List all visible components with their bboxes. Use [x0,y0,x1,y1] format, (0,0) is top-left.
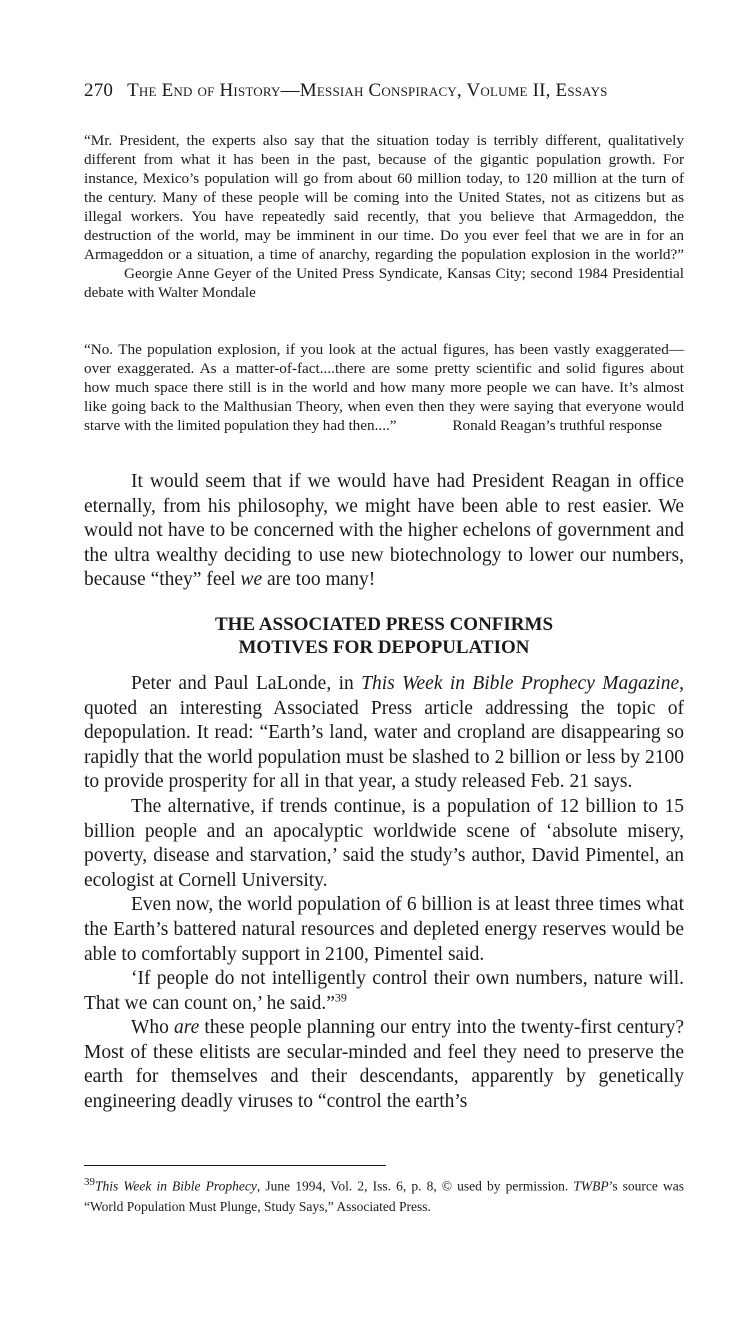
section-heading [84,613,684,659]
text-run: It would seem that if we would have had President Reagan in office eternally, from his philosophy, we might have been able to rest easier. We would not have to be concerned with the higher echelons of government and the ultra wealthy deciding to use new biotechnology to lower our numbers, because “they” feel [84,471,684,591]
text-run: Peter and Paul LaLonde, in [131,672,362,694]
footnote-text: , June 1994, Vol. 2, Iss. 6, p. 8, © used by permission. [256,1178,574,1194]
footnote-reference: 39 [334,990,347,1005]
emphasis: we [240,569,263,591]
footnote-abbrev: TWBP [573,1178,609,1194]
emphasis: are [174,1017,200,1039]
text-run: , quoted an interesting Associated Press article addressing the topic of depopulation. It read: “Earth’s land, water and cropland are disappearing so rapidly that the world population must be slashed to 2 billion or less by 2100 to provide prosperity for all in that year, a study released Feb. 21 says. [84,672,684,793]
quote-attribution: Georgie Anne Geyer of the United Press Syndicate, Kansas City; second 1984 Presidential debate with Walter Mondale [84,265,684,301]
quote-text: “No. The population explosion, if you look at the actual figures, has been vastly exaggerated—over exaggerated. As a matter-of-fact....there are some pretty scientific and solid figures about how much space there still is in the world and how many more people we can have. It’s almost like going back to the Malthusian Theory, when even then they were saying that everyone would starve with the limited population they had then....” [84,341,684,434]
text-run: ‘If people do not intelligently control their own numbers, nature will. That we can count on,’ he said.” [84,968,684,1014]
paragraph [84,672,684,795]
heading-line: THE ASSOCIATED PRESS CONFIRMS [214,613,554,635]
text-run: are too many! [262,569,376,591]
text-run: Who [131,1017,175,1039]
intro-paragraph [84,470,684,593]
main-text [84,470,684,1115]
running-title: The End of History—Messiah Conspiracy, Volume II, Essays [127,80,608,101]
paragraph [84,967,684,1016]
page-number: 270 [84,80,114,101]
paragraph: The alternative, if trends continue, is a population of 12 billion to 15 billion people and an apocalyptic worldwide scene of ‘absolute misery, poverty, disease and starvation,’ said the study’s author, David Pimentel, an ecologist at Cornell University. [84,795,684,891]
reagan-response-quote [84,340,684,435]
footnote-number: 39 [84,1176,95,1188]
paragraph [84,1016,684,1114]
footnote [84,1172,684,1217]
footnote-source-title: This Week in Bible Prophecy [95,1178,257,1194]
text-run: these people planning our entry into the twenty-first century? Most of these elitists are secular-minded and feel they need to preserve the earth for themselves and their descendants, apparently by genetically engineering deadly viruses to “control the earth’s [84,1017,685,1113]
quote-text: “Mr. President, the experts also say that the situation today is terribly different, qualitatively different from what it has been in the past, because of the gigantic population growth. For instance, Mexico’s population will go from about 60 million today, to 120 million at the turn of the century. Many of these people will be coming into the United States, not as citizens but as illegal workers. You have repeatedly said recently, that you believe that Armageddon, the destruction of the world, may be imminent in our time. Do you ever feel that we are in for an Armageddon or a situation, a time of anarchy, regarding the population explosion in the world?” [84,132,684,263]
footnote-text: ’s source was “World Population Must Plunge, Study Says,” Associated Press. [84,1178,685,1214]
publication-title: This Week in Bible Prophecy Magazine [361,672,680,694]
debate-question-quote [84,131,684,302]
paragraph: Even now, the world population of 6 billion is at least three times what the Earth’s battered natural resources and depleted energy reserves would be able to comfortably support in 2100, Pimentel said. [84,894,684,965]
heading-line: MOTIVES FOR DEPOPULATION [238,636,530,658]
running-header [84,80,684,102]
footnote-divider [84,1165,386,1166]
quote-attribution: Ronald Reagan’s truthful response [452,417,662,434]
